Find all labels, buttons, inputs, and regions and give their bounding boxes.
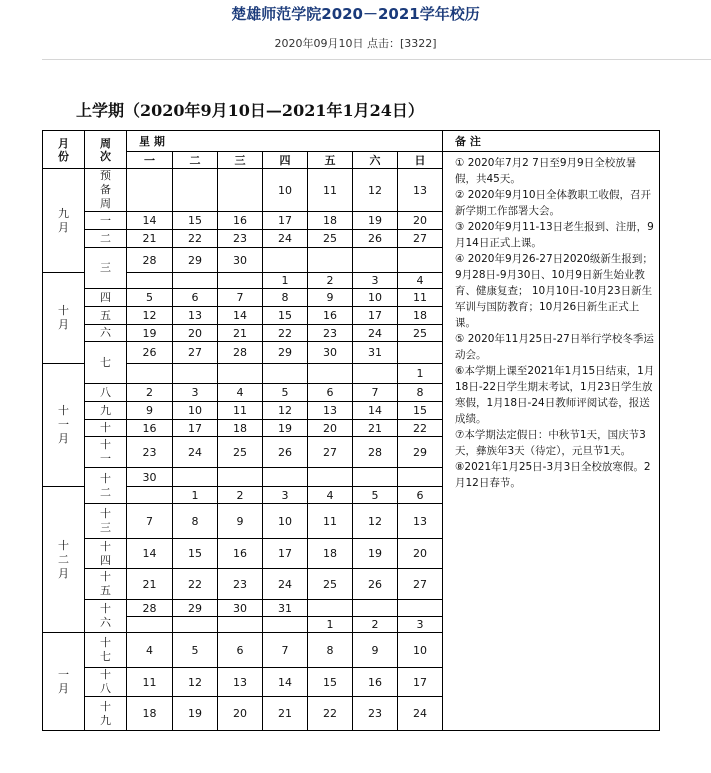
week-header: 周 次	[85, 131, 127, 169]
day-cell	[353, 364, 398, 384]
page-title: 楚雄师范学院2020－2021学年校历	[231, 5, 480, 23]
day-cell	[173, 364, 218, 384]
day-cell: 18	[127, 697, 173, 731]
month-cell: 十 一 月	[43, 364, 85, 487]
day-cell: 16	[353, 668, 398, 697]
note-item: ① 2020年7月2 7日至9月9日全校放暑假，共45天。	[455, 157, 637, 185]
day-cell	[218, 468, 263, 487]
day-cell: 27	[173, 342, 218, 364]
day-cell: 2	[308, 273, 353, 289]
day-cell: 12	[263, 402, 308, 420]
month-cell: 十 月	[43, 273, 85, 364]
week-cell: 三	[85, 248, 127, 289]
divider	[42, 59, 711, 60]
day-cell: 10	[173, 402, 218, 420]
day-cell: 30	[308, 342, 353, 364]
day-cell: 18	[218, 420, 263, 437]
day-cell: 31	[353, 342, 398, 364]
day-cell: 21	[127, 230, 173, 248]
day-cell: 26	[263, 437, 308, 468]
day-cell: 29	[173, 600, 218, 617]
day-cell: 24	[173, 437, 218, 468]
day-cell: 16	[218, 539, 263, 569]
semester-title: 上学期（2020年9月10日—2021年1月24日）	[76, 101, 424, 120]
day-cell	[127, 169, 173, 212]
day-cell	[308, 248, 353, 273]
day-cell: 6	[308, 384, 353, 402]
day-cell: 4	[127, 633, 173, 668]
week-cell: 十 六	[85, 600, 127, 633]
day-cell: 18	[398, 307, 443, 325]
day-cell: 21	[127, 569, 173, 600]
day-cell: 1	[173, 487, 218, 504]
day-cell: 21	[263, 697, 308, 731]
week-cell: 十 一	[85, 437, 127, 468]
day-cell: 13	[218, 668, 263, 697]
day-cell	[127, 487, 173, 504]
day-cell	[398, 468, 443, 487]
day-cell: 24	[353, 325, 398, 342]
day-cell: 15	[263, 307, 308, 325]
day-cell: 7	[218, 289, 263, 307]
school-calendar-table	[42, 130, 660, 731]
day-cell: 10	[263, 504, 308, 539]
day-cell: 7	[353, 384, 398, 402]
day-cell: 5	[173, 633, 218, 668]
weekday-group-header: 星 期	[127, 131, 443, 152]
week-cell: 六	[85, 325, 127, 342]
day-cell: 26	[353, 569, 398, 600]
day-cell: 18	[308, 212, 353, 230]
day-cell: 24	[398, 697, 443, 731]
day-cell	[308, 364, 353, 384]
day-cell: 23	[308, 325, 353, 342]
day-cell: 3	[353, 273, 398, 289]
weekday-header: 一	[127, 152, 173, 169]
week-cell: 预 备 周	[85, 169, 127, 212]
day-cell: 9	[218, 504, 263, 539]
day-cell	[263, 248, 308, 273]
day-cell: 25	[308, 230, 353, 248]
day-cell: 20	[398, 539, 443, 569]
week-cell: 十	[85, 420, 127, 437]
day-cell: 4	[398, 273, 443, 289]
day-cell: 13	[173, 307, 218, 325]
day-cell: 22	[308, 697, 353, 731]
day-cell: 25	[308, 569, 353, 600]
day-cell: 11	[308, 169, 353, 212]
day-cell: 22	[173, 230, 218, 248]
day-cell: 20	[218, 697, 263, 731]
day-cell: 20	[398, 212, 443, 230]
day-cell	[127, 273, 173, 289]
week-cell: 十 五	[85, 569, 127, 600]
day-cell	[173, 468, 218, 487]
day-cell: 19	[127, 325, 173, 342]
day-cell: 6	[218, 633, 263, 668]
day-cell: 2	[127, 384, 173, 402]
day-cell: 28	[127, 600, 173, 617]
month-cell: 一 月	[43, 633, 85, 731]
day-cell: 7	[127, 504, 173, 539]
day-cell: 14	[127, 539, 173, 569]
day-cell: 22	[263, 325, 308, 342]
day-cell: 18	[308, 539, 353, 569]
day-cell: 12	[173, 668, 218, 697]
day-cell	[218, 169, 263, 212]
day-cell: 25	[218, 437, 263, 468]
week-cell: 七	[85, 342, 127, 384]
day-cell: 12	[353, 169, 398, 212]
day-cell	[353, 248, 398, 273]
day-cell: 8	[263, 289, 308, 307]
day-cell	[353, 468, 398, 487]
day-cell	[173, 273, 218, 289]
day-cell	[127, 617, 173, 633]
day-cell: 31	[263, 600, 308, 617]
week-cell: 二	[85, 230, 127, 248]
week-cell: 十 八	[85, 668, 127, 697]
day-cell: 17	[173, 420, 218, 437]
day-cell	[218, 364, 263, 384]
day-cell: 9	[353, 633, 398, 668]
day-cell: 22	[398, 420, 443, 437]
day-cell: 28	[127, 248, 173, 273]
day-cell: 27	[398, 569, 443, 600]
day-cell	[263, 364, 308, 384]
day-cell: 16	[308, 307, 353, 325]
day-cell: 16	[218, 212, 263, 230]
day-cell: 6	[173, 289, 218, 307]
day-cell: 3	[398, 617, 443, 633]
day-cell: 11	[398, 289, 443, 307]
day-cell	[173, 617, 218, 633]
note-item: ⑥本学期上课至2021年1月15日结束，1月18日-22日学生期末考试，1月23日学生放寒假，1月18日-24日教师评阅试卷，报送成绩。	[455, 365, 655, 425]
note-item: ③ 2020年9月11-13日老生报到、注册，9月14日正式上课。	[455, 221, 654, 249]
day-cell: 14	[218, 307, 263, 325]
day-cell: 22	[173, 569, 218, 600]
day-cell: 2	[353, 617, 398, 633]
day-cell	[127, 364, 173, 384]
day-cell: 23	[127, 437, 173, 468]
day-cell: 11	[127, 668, 173, 697]
week-cell: 十 三	[85, 504, 127, 539]
month-cell: 十 二 月	[43, 487, 85, 633]
day-cell: 23	[218, 230, 263, 248]
day-cell: 9	[308, 289, 353, 307]
day-cell: 19	[173, 697, 218, 731]
weekday-header: 五	[308, 152, 353, 169]
day-cell: 15	[398, 402, 443, 420]
day-cell: 1	[398, 364, 443, 384]
day-cell	[308, 468, 353, 487]
day-cell: 17	[263, 212, 308, 230]
day-cell: 4	[308, 487, 353, 504]
day-cell: 9	[127, 402, 173, 420]
day-cell	[308, 600, 353, 617]
day-cell: 23	[218, 569, 263, 600]
weekday-header: 三	[218, 152, 263, 169]
day-cell: 17	[353, 307, 398, 325]
day-cell: 13	[398, 504, 443, 539]
week-cell: 五	[85, 307, 127, 325]
day-cell: 30	[218, 600, 263, 617]
day-cell: 5	[127, 289, 173, 307]
notes-header: 备 注	[443, 131, 660, 152]
day-cell: 1	[308, 617, 353, 633]
note-item: ④ 2020年9月26-27日2020级新生报到；9月28日-9月30日、10月9日新生始业教育、健康复查； 10月10日-10月23日新生军训与国防教育；10月26日新生正式上课。	[455, 253, 653, 329]
weekday-header: 六	[353, 152, 398, 169]
day-cell: 21	[218, 325, 263, 342]
day-cell: 10	[398, 633, 443, 668]
day-cell: 13	[398, 169, 443, 212]
day-cell: 10	[353, 289, 398, 307]
day-cell: 10	[263, 169, 308, 212]
weekday-header: 二	[173, 152, 218, 169]
week-cell: 四	[85, 289, 127, 307]
day-cell: 17	[263, 539, 308, 569]
day-cell: 8	[173, 504, 218, 539]
day-cell	[263, 617, 308, 633]
day-cell: 6	[398, 487, 443, 504]
week-cell: 九	[85, 402, 127, 420]
day-cell: 24	[263, 230, 308, 248]
day-cell: 28	[218, 342, 263, 364]
note-item: ⑤ 2020年11月25日-27日举行学校冬季运动会。	[455, 333, 654, 361]
day-cell: 11	[218, 402, 263, 420]
month-header: 月 份	[43, 131, 85, 169]
day-cell: 28	[353, 437, 398, 468]
day-cell: 12	[353, 504, 398, 539]
week-cell: 十 四	[85, 539, 127, 569]
day-cell: 5	[263, 384, 308, 402]
day-cell: 13	[308, 402, 353, 420]
day-cell: 29	[263, 342, 308, 364]
day-cell: 1	[263, 273, 308, 289]
month-cell: 九 月	[43, 169, 85, 273]
day-cell: 27	[308, 437, 353, 468]
day-cell: 15	[173, 539, 218, 569]
week-cell: 八	[85, 384, 127, 402]
day-cell	[398, 342, 443, 364]
day-cell: 30	[127, 468, 173, 487]
week-cell: 一	[85, 212, 127, 230]
note-item: ⑦本学期法定假日：中秋节1天，国庆节3天，彝族年3天（待定），元旦节1天。	[455, 429, 646, 457]
weekday-header: 四	[263, 152, 308, 169]
day-cell: 21	[353, 420, 398, 437]
day-cell: 20	[173, 325, 218, 342]
day-cell: 14	[127, 212, 173, 230]
notes-cell	[443, 152, 660, 731]
day-cell: 15	[173, 212, 218, 230]
publish-date: 2020年09月10日	[274, 37, 364, 50]
day-cell: 27	[398, 230, 443, 248]
day-cell: 16	[127, 420, 173, 437]
day-cell	[353, 600, 398, 617]
day-cell: 17	[398, 668, 443, 697]
day-cell: 19	[353, 539, 398, 569]
day-cell	[398, 248, 443, 273]
day-cell	[218, 617, 263, 633]
day-cell: 5	[353, 487, 398, 504]
day-cell: 26	[353, 230, 398, 248]
day-cell: 7	[263, 633, 308, 668]
day-cell	[263, 468, 308, 487]
note-item: ⑧2021年1月25日-3月3日全校放寒假。2月12日春节。	[455, 461, 651, 489]
day-cell: 19	[353, 212, 398, 230]
day-cell: 2	[218, 487, 263, 504]
day-cell: 20	[308, 420, 353, 437]
week-cell: 十 九	[85, 697, 127, 731]
day-cell: 29	[398, 437, 443, 468]
day-cell: 12	[127, 307, 173, 325]
day-cell: 23	[353, 697, 398, 731]
weekday-header: 日	[398, 152, 443, 169]
day-cell: 19	[263, 420, 308, 437]
day-cell: 30	[218, 248, 263, 273]
day-cell: 14	[353, 402, 398, 420]
day-cell: 14	[263, 668, 308, 697]
note-item: ② 2020年9月10日全体教职工收假，召开新学期工作部署大会。	[455, 189, 652, 217]
day-cell	[398, 600, 443, 617]
hit-count: 点击：[3322]	[366, 37, 437, 50]
week-cell: 十 七	[85, 633, 127, 668]
day-cell	[173, 169, 218, 212]
day-cell: 29	[173, 248, 218, 273]
day-cell: 26	[127, 342, 173, 364]
day-cell: 8	[308, 633, 353, 668]
day-cell: 24	[263, 569, 308, 600]
week-cell: 十 二	[85, 468, 127, 504]
article-meta	[0, 35, 711, 51]
day-cell: 15	[308, 668, 353, 697]
day-cell: 11	[308, 504, 353, 539]
day-cell: 3	[173, 384, 218, 402]
day-cell: 4	[218, 384, 263, 402]
day-cell: 8	[398, 384, 443, 402]
day-cell: 25	[398, 325, 443, 342]
day-cell	[218, 273, 263, 289]
day-cell: 3	[263, 487, 308, 504]
